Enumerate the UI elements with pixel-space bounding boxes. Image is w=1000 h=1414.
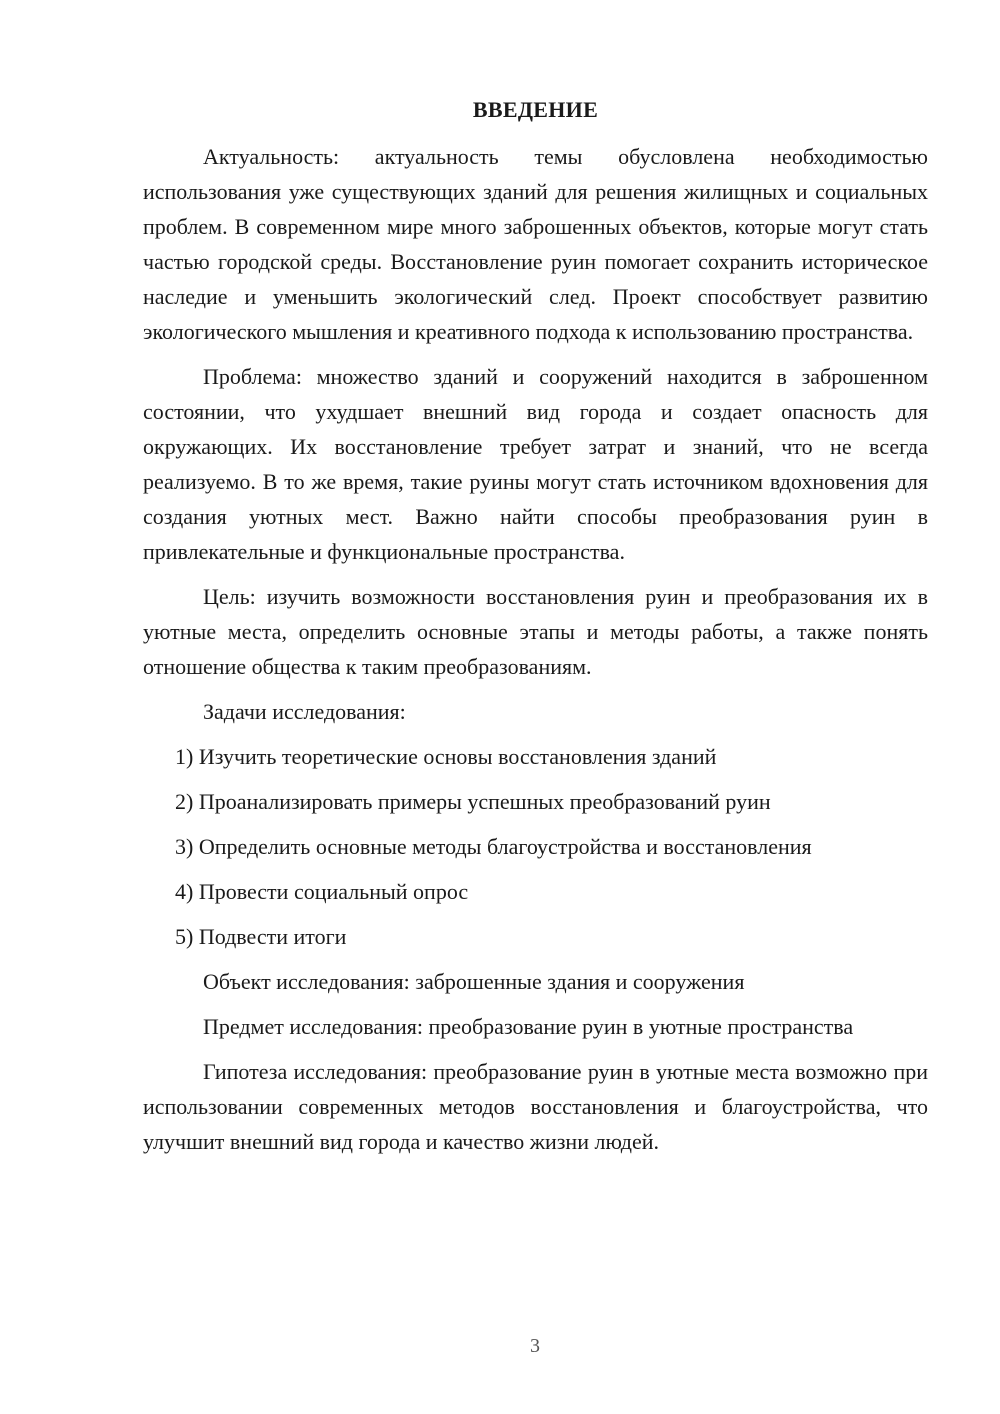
list-item: 4) Провести социальный опрос bbox=[175, 879, 469, 904]
paragraph-problem: Проблема: множество зданий и сооружений находится в заброшенном состоянии, что ухудшает внешний вид города и создает опасность для окружающих. Их восстановление требует затрат и знаний, что не всегда реализуемо. В то же время, такие руины могут стать источником вдохновения для создания уютных мест. Важно найти способы преобразования руин в привлекательные и функциональные пространства. bbox=[143, 364, 928, 564]
list-item: 1) Изучить теоретические основы восстановления зданий bbox=[175, 744, 717, 769]
section-title: ВВЕДЕНИЕ bbox=[472, 97, 599, 122]
paragraph-goal: Цель: изучить возможности восстановления руин и преобразования их в уютные места, определить основные этапы и методы работы, а также понять отношение общества к таким преобразованиям. bbox=[143, 584, 928, 679]
paragraph-subject: Предмет исследования: преобразование руин в уютные пространства bbox=[203, 1014, 854, 1039]
list-item: 3) Определить основные методы благоустройства и восстановления bbox=[175, 834, 812, 859]
paragraph-hypothesis: Гипотеза исследования: преобразование руин в уютные места возможно при использовании современных методов восстановления и благоустройства, что улучшит внешний вид города и качество жизни людей. bbox=[143, 1059, 928, 1154]
page-number: 3 bbox=[530, 1335, 540, 1357]
page-content bbox=[143, 92, 928, 1169]
list-item: 5) Подвести итоги bbox=[175, 924, 347, 949]
tasks-list bbox=[143, 739, 928, 954]
tasks-heading: Задачи исследования: bbox=[203, 699, 406, 724]
paragraph-relevance: Актуальность: актуальность темы обусловлена необходимостью использования уже существующих зданий для решения жилищных и социальных проблем. В современном мире много заброшенных объектов, которые могут стать частью городской среды. Восстановление руин помогает сохранить историческое наследие и уменьшить экологический след. Проект способствует развитию экологического мышления и креативного подхода к использованию пространства. bbox=[143, 144, 928, 344]
paragraph-object: Объект исследования: заброшенные здания и сооружения bbox=[203, 969, 745, 994]
list-item: 2) Проанализировать примеры успешных преобразований руин bbox=[175, 789, 771, 814]
